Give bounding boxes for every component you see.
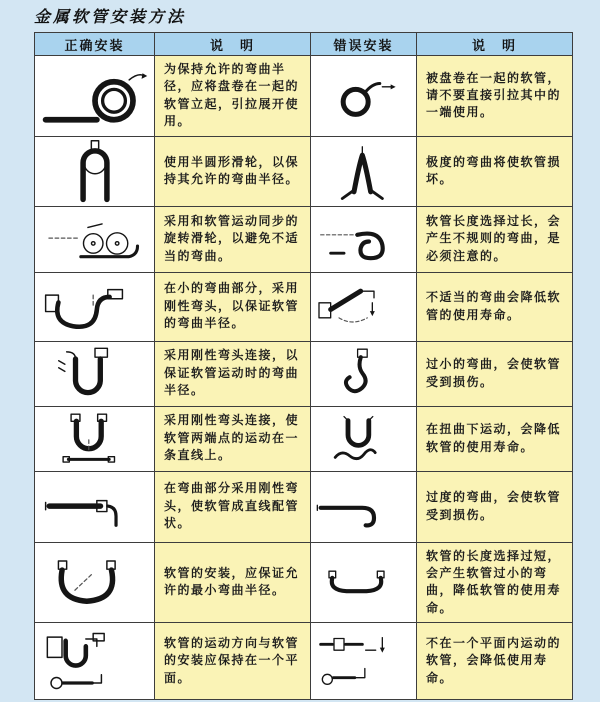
inline-motion-u-hose-icon: [40, 408, 150, 470]
wrong-figure: [311, 65, 416, 127]
table-row: [35, 136, 573, 206]
header-correct-install: 正确安装: [35, 33, 155, 56]
correct-description: 使用半圆形滑轮，以保持其允许的弯曲半径。: [155, 136, 311, 206]
out-of-plane-hoses-icon: [314, 625, 414, 697]
wrong-figure: [311, 625, 416, 697]
correct-description: 在小的弯曲部分，采用刚性弯头，以保证软管的弯曲半径。: [155, 272, 311, 341]
rigid-elbow-u-hose-icon: [40, 343, 150, 405]
correct-figure: [35, 625, 154, 697]
table-row: [35, 406, 573, 471]
wrong-description: 过小的弯曲，会使软管受到损伤。: [417, 341, 573, 406]
table-row: [35, 56, 573, 137]
overlong-hose-loop-icon: [314, 209, 414, 269]
wrong-figure-cell: [311, 136, 417, 206]
correct-figure-cell: [35, 623, 155, 700]
correct-figure-cell: [35, 56, 155, 137]
wrong-figure-cell: [311, 341, 417, 406]
extreme-bend-hose-icon: [314, 139, 414, 203]
wrong-figure: [311, 139, 416, 203]
semicircular-pulley-hose-icon: [40, 138, 150, 204]
header-row: [35, 33, 573, 56]
correct-figure: [35, 343, 154, 405]
correct-figure-cell: [35, 136, 155, 206]
too-small-bend-hook-icon: [316, 343, 412, 405]
correct-description: 采用刚性弯头连接，使软管两端点的运动在一条直线上。: [155, 406, 311, 471]
document-page: [0, 4, 600, 702]
wrong-figure: [311, 343, 416, 405]
too-short-hose-icon: [314, 552, 414, 612]
header-explanation-1: 说 明: [155, 33, 311, 56]
wrong-description: 被盘卷在一起的软管，请不要直接引拉其中的一端使用。: [417, 56, 573, 137]
wrong-description: 不适当的弯曲会降低软管的使用寿命。: [417, 272, 573, 341]
correct-description: 软管的安装，应保证允许的最小弯曲半径。: [155, 542, 311, 623]
wrong-description: 软管长度选择过长，会产生不规则的弯曲，是必须注意的。: [417, 206, 573, 272]
correct-figure: [35, 208, 154, 270]
correct-figure-cell: [35, 272, 155, 341]
improper-bend-hose-icon: [314, 276, 414, 338]
wrong-description: 软管的长度选择过短，会产生软管过小的弯曲，降低软管的使用寿命。: [417, 542, 573, 623]
correct-figure: [35, 138, 154, 204]
wrong-figure-cell: [311, 56, 417, 137]
wrong-figure-cell: [311, 272, 417, 341]
correct-figure-cell: [35, 206, 155, 272]
correct-figure: [35, 550, 154, 614]
wrong-figure-cell: [311, 623, 417, 700]
correct-description: 采用刚性弯头连接，以保证软管运动时的弯曲半径。: [155, 341, 311, 406]
correct-figure-cell: [35, 406, 155, 471]
table-row: [35, 272, 573, 341]
header-wrong-install: 错误安装: [311, 33, 417, 56]
wrong-description: 不在一个平面内运动的软管，会降低使用寿命。: [417, 623, 573, 700]
correct-figure: [35, 408, 154, 470]
correct-figure-cell: [35, 471, 155, 542]
straight-pipe-elbow-icon: [40, 475, 150, 539]
wrong-figure: [311, 276, 416, 338]
table-row: [35, 471, 573, 542]
correct-description: 软管的运动方向与软管的安装应保持在一个平面。: [155, 623, 311, 700]
wrong-figure-cell: [311, 406, 417, 471]
table-row: [35, 206, 573, 272]
flat-coil-pulled-icon: [314, 65, 414, 127]
wrong-figure: [311, 408, 416, 470]
correct-figure-cell: [35, 341, 155, 406]
correct-figure: [35, 475, 154, 539]
minimum-bend-radius-u-icon: [40, 550, 150, 614]
table-row: [35, 341, 573, 406]
header-explanation-2: 说 明: [417, 33, 573, 56]
correct-figure: [35, 275, 154, 339]
single-plane-trap-hose-icon: [40, 625, 150, 697]
correct-description: 在弯曲部分采用刚性弯头，使软管成直线配管状。: [155, 471, 311, 542]
twisted-u-hose-icon: [316, 408, 412, 470]
table-row: [35, 623, 573, 700]
rigid-elbow-small-bend-icon: [40, 275, 150, 339]
wrong-figure-cell: [311, 206, 417, 272]
wrong-figure-cell: [311, 471, 417, 542]
correct-figure-cell: [35, 542, 155, 623]
page-title: 金属软管安装方法: [34, 7, 187, 26]
synchronized-rollers-hose-icon: [38, 208, 152, 270]
standing-coil-hose-icon: [38, 62, 152, 130]
wrong-figure: [311, 477, 416, 537]
wrong-description: 过度的弯曲，会使软管受到损伤。: [417, 471, 573, 542]
wrong-description: 在扭曲下运动，会降低软管的使用寿命。: [417, 406, 573, 471]
correct-description: 为保持允许的弯曲半径，应将盘卷在一起的软管立起，引拉展开使用。: [155, 56, 311, 137]
wrong-figure: [311, 209, 416, 269]
wrong-description: 极度的弯曲将使软管损坏。: [417, 136, 573, 206]
overbent-hose-icon: [314, 477, 414, 537]
hose-installation-table: [34, 32, 573, 700]
correct-figure: [35, 62, 154, 130]
wrong-figure-cell: [311, 542, 417, 623]
correct-description: 采用和软管运动同步的旋转滑轮，以避免不适当的弯曲。: [155, 206, 311, 272]
table-row: [35, 542, 573, 623]
wrong-figure: [311, 552, 416, 612]
